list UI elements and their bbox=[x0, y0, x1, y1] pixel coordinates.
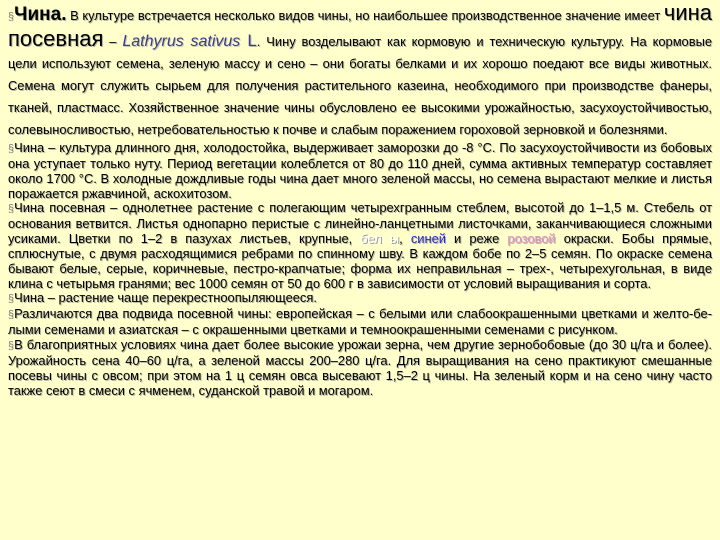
morphology-before: Чина посевная – однолетнее растение с полегающим четырехгранным стеблем, высотой до 1–1,5 м. Стебель от основания ветвится. Листья однопарно перистые с линейно-ланцетными листочками, заканчивающиеся сложными усиками. Цветки по 1–2 в пазухах листьев, крупные, bbox=[8, 200, 712, 247]
color-word-blue: синей bbox=[410, 231, 446, 247]
intro-rest: . Чину возделывают как кормовую и техническую культуру. На кормовые цели используют семена, зеленую массу и сено – они богаты белками и их хорошо поедают все виды животных. Семена могут служить сырьем для получения растительного казеина, необходимого при производстве фанеры, тканей, пластмасс. Хозяйственное значение чины обусловлено ее высокими урожайностью, засухоустойчивостью, солевыносливостью, нетребовательностью к почве и слабым поражением гороховой зерновкой и болезнями. bbox=[8, 34, 713, 137]
paragraph-yield bbox=[8, 338, 712, 398]
color-word-pink: розовой bbox=[507, 231, 556, 247]
text-body bbox=[8, 2, 712, 398]
heading-china: Чина. bbox=[14, 4, 67, 25]
bullet-icon: § bbox=[8, 293, 15, 306]
paragraph-subspecies bbox=[8, 307, 712, 338]
bullet-icon: § bbox=[8, 339, 15, 352]
morphology-mid: и реже bbox=[445, 231, 508, 247]
yield-text: В благоприятных условиях чина дает более высокие урожаи зерна, чем другие зернобобовые (до 30 ц/га и более). Урожайность сена 40–60 ц/га, а зеленой массы 200–280 ц/га. Для выращивания на сено практикуют смешанные посевы чины с овсом; при этом на 1 ц семян овса высевают 1,5–2 ц чины. На зеленый корм и на сено чину часто также сеют в смеси с ячменем, суданской травой и могаром. bbox=[8, 336, 712, 398]
paragraph-morphology bbox=[8, 201, 712, 291]
paragraph-intro bbox=[8, 2, 712, 141]
bullet-icon: § bbox=[8, 143, 15, 155]
bullet-icon: § bbox=[8, 309, 15, 322]
climate-text: Чина – культура длинного дня, холодостойка, выдерживает заморозки до -8 °С. По засухоустойчивости из бобовых она уступает только нуту. Период вегетации колеблется от 80 до 110 дней, сумма активных температур составляет около 1700 °С. В холодные дождливые годы чина дает много зеленой массы, но семена вырастают мелкие и листья поражается ржавчиной, аскохитозом. bbox=[8, 140, 712, 201]
paragraph-climate bbox=[8, 141, 712, 201]
intro-text: В культуре встречается несколько видов чины, но наибольшее производственное значение имеет bbox=[66, 8, 664, 23]
paragraph-pollination bbox=[8, 291, 712, 307]
color-word-white: бел ы bbox=[360, 231, 400, 247]
bullet-icon: § bbox=[8, 203, 15, 216]
separator: , bbox=[399, 231, 411, 247]
pollination-text: Чина – растение чаще перекрестноопыляющееся. bbox=[14, 290, 317, 306]
bullet-icon: § bbox=[8, 11, 15, 23]
subspecies-text: Различаются два подвида посевной чины: европейская – с белыми или слабоокрашенными цветками и желто-бе-лыми семенами и азиатская – с окрашенными цветками и темноокрашенными семенами с рисунком. bbox=[8, 306, 712, 338]
author-abbrev: L bbox=[240, 31, 257, 50]
latin-name: Lathyrus sativus bbox=[122, 33, 241, 50]
dash: – bbox=[103, 34, 123, 49]
morphology-after: окраски. Бобы прямые, сплюснутые, с двумя расходящимися ребрами по спинному шву. В каждом бобе по 2–5 семян. По окраске семена бывают белые, серые, коричневые, пестро-крапчатые; форма их неправильная – трех-, четырехугольная, в виде клина с четырьмя гранями; вес 1000 семян от 50 до 600 г в зависимости от условий выращивания и сорта. bbox=[8, 231, 713, 291]
plant-name: чина посевная bbox=[8, 0, 712, 51]
